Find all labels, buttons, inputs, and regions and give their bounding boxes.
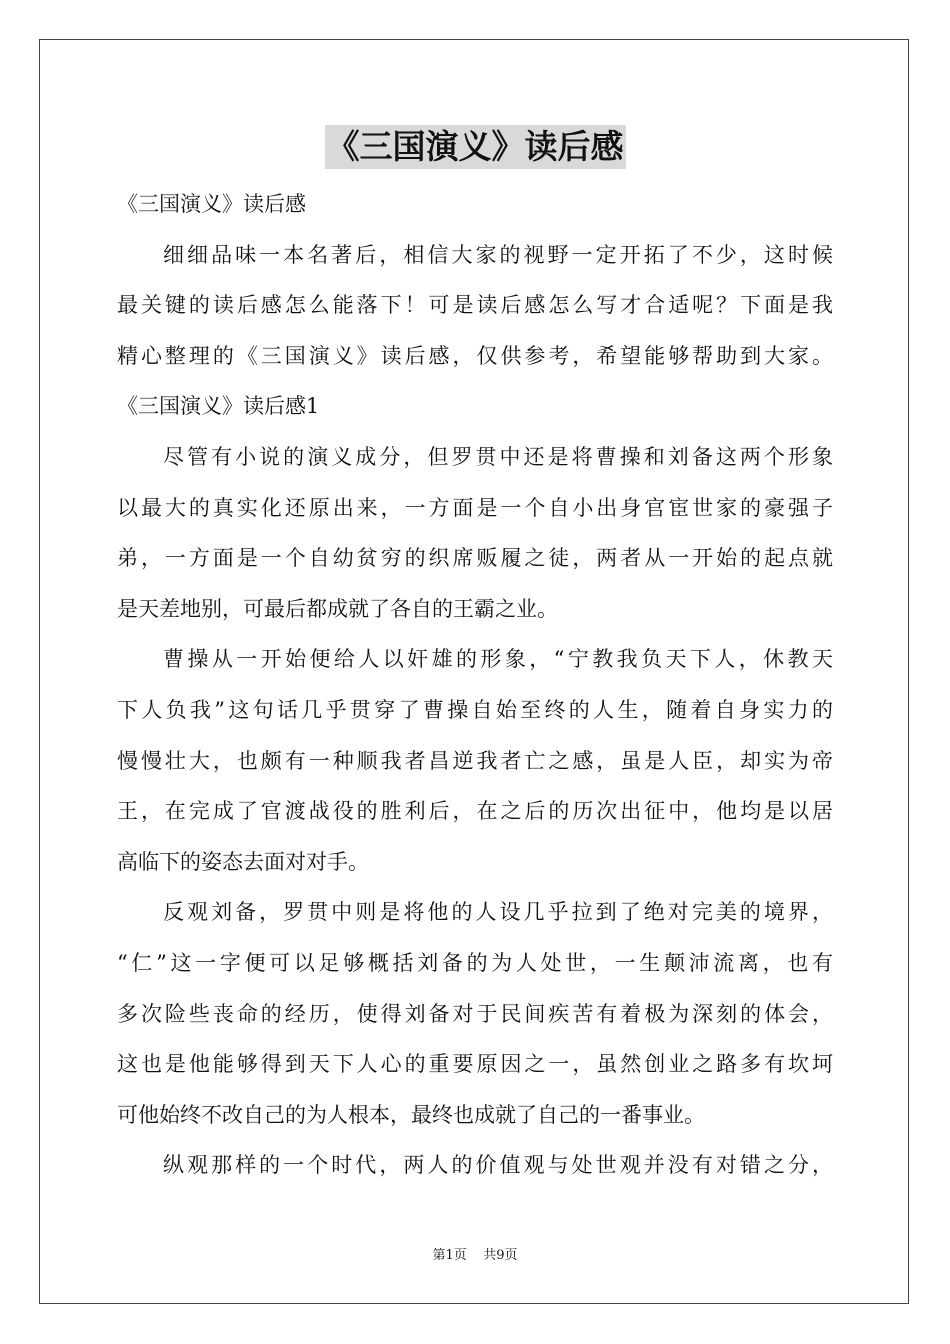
page-footer [0,1246,950,1266]
text-line: 高临下的姿态去面对对手。 [117,849,369,874]
document-title: 《三国演义》读后感 [325,125,626,169]
text-line: 纵观那样的一个时代，两人的价值观与处世观并没有对错之分， [163,1153,833,1178]
text-line: 慢慢壮大，也颇有一种顺我者昌逆我者亡之感，虽是人臣，却实为帝 [117,748,833,773]
text-line: 这也是他能够得到天下人心的重要原因之一，虽然创业之路多有坎坷 [117,1052,833,1077]
text-line: 精心整理的《三国演义》读后感，仅供参考，希望能够帮助到大家。 [117,343,833,368]
text-line: 最关键的读后感怎么能落下！可是读后感怎么写才合适呢？下面是我 [117,293,833,318]
text-line: 《三国演义》读后感 [117,192,306,216]
text-line: 多次险些丧命的经历，使得刘备对于民间疾苦有着极为深刻的体会， [117,1001,833,1026]
text-line: 可他始终不改自己的为人根本，最终也成就了自己的一番事业。 [117,1102,705,1127]
text-line: 《三国演义》读后感1 [117,394,320,419]
document-body [117,179,833,1191]
text-line: 尽管有小说的演义成分，但罗贯中还是将曹操和刘备这两个形象 [163,444,833,469]
text-line: 弟，一方面是一个自幼贫穷的织席贩履之徒，两者从一开始的起点就 [117,546,833,571]
title-container [0,125,950,169]
text-line: 细细品味一本名著后，相信大家的视野一定开拓了不少，这时候 [163,242,833,267]
text-line: 以最大的真实化还原出来，一方面是一个自小出身官宦世家的豪强子 [117,495,833,520]
text-line: 是天差地别，可最后都成就了各自的王霸之业。 [117,596,558,621]
text-line: 曹操从一开始便给人以奸雄的形象，“宁教我负天下人，休教天 [163,647,833,672]
page-total: 共9页 [483,1248,518,1263]
page-number: 第1页 [432,1248,467,1263]
text-line: 王，在完成了官渡战役的胜利后，在之后的历次出征中，他均是以居 [117,799,833,824]
text-line: “仁”这一字便可以足够概括刘备的为人处世，一生颠沛流离，也有 [117,950,833,975]
text-line: 反观刘备，罗贯中则是将他的人设几乎拉到了绝对完美的境界， [163,900,833,925]
text-line: 下人负我”这句话几乎贯穿了曹操自始至终的人生，随着自身实力的 [117,697,833,722]
